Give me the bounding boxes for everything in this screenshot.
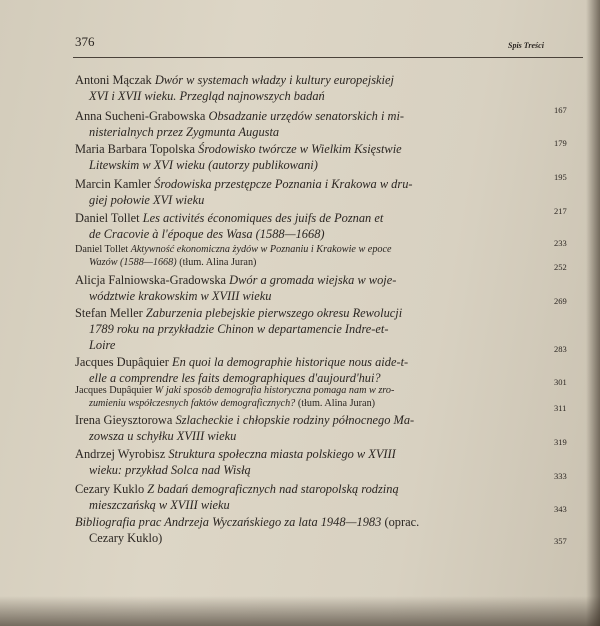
entry-title: Z badań demograficznych nad staropolską rodziną xyxy=(147,482,399,496)
entry-title-cont: 1789 roku na przykładzie Chinon w departamencie Indre-et- xyxy=(89,322,389,336)
entry-page: 311 xyxy=(554,403,567,413)
entry-title-cont: mieszczańską w XVIII wieku xyxy=(89,498,230,512)
toc-entry xyxy=(75,305,550,353)
page-edge-shadow xyxy=(586,0,600,626)
entry-author: Maria Barbara Topolska xyxy=(75,142,196,156)
entry-title: Aktywność ekonomiczna żydów w Poznaniu i Krakowie w epoce xyxy=(130,244,392,255)
entry-author: Anna Sucheni-Grabowska xyxy=(75,109,206,123)
entry-title: W jaki sposób demografia historyczna pomaga nam w zro- xyxy=(154,385,395,396)
compiler-note: (oprac. xyxy=(384,515,420,529)
entry-title-cont: XVI i XVII wieku. Przegląd najnowszych badań xyxy=(89,89,325,103)
entry-title-cont: Wazów (1588—1668) xyxy=(89,256,177,268)
entry-page: 269 xyxy=(554,296,567,306)
entry-title: En quoi la demographie historique nous aide-t- xyxy=(172,355,409,369)
toc-entry xyxy=(75,244,550,269)
entry-page: 283 xyxy=(554,344,567,354)
toc-entry xyxy=(75,176,550,208)
entry-page: 195 xyxy=(554,172,567,182)
running-head: Spis Treści xyxy=(508,41,544,50)
toc-entry xyxy=(75,210,550,242)
page-number: 376 xyxy=(75,34,95,49)
entry-page: 343 xyxy=(554,504,567,514)
entry-title: Bibliografia prac Andrzeja Wyczańskiego za lata 1948—1983 xyxy=(75,515,382,529)
entry-title: Dwór a gromada wiejska w woje- xyxy=(229,273,397,287)
entry-author: Irena Gieysztorowa xyxy=(75,413,173,427)
entry-title: Obsadzanie urzędów senatorskich i mi- xyxy=(208,109,405,123)
toc-entry xyxy=(75,412,550,444)
entry-page: 319 xyxy=(554,437,567,447)
entry-author: Cezary Kuklo xyxy=(75,482,145,496)
entry-author: Andrzej Wyrobisz xyxy=(75,447,166,461)
entry-author: Daniel Tollet xyxy=(75,211,140,225)
translator-note: (tłum. Alina Juran) xyxy=(179,256,257,268)
toc-entry xyxy=(75,446,550,478)
entry-title-cont: zumieniu współczesnych faktów demograficznych? xyxy=(89,397,296,409)
entry-title-cont: elle a comprendre les faits demographiques d'aujourd'hui? xyxy=(89,371,381,385)
translator-note: (tłum. Alina Juran) xyxy=(297,397,376,409)
entry-title-cont: Loire xyxy=(89,338,116,352)
entry-title-cont: wództwie krakowskim w XVIII wieku xyxy=(89,289,272,303)
toc-entry xyxy=(75,72,550,104)
entry-page: 233 xyxy=(554,238,567,248)
entry-page: 301 xyxy=(554,377,567,387)
entry-author: Antoni Mączak xyxy=(75,73,152,87)
entry-page: 167 xyxy=(554,105,567,115)
entry-author: Stefan Meller xyxy=(75,306,143,320)
entry-title-cont: wieku: przykład Solca nad Wisłą xyxy=(89,463,251,477)
entry-page: 252 xyxy=(554,262,567,272)
entry-title: Zaburzenia plebejskie pierwszego okresu Rewolucji xyxy=(145,306,403,320)
entry-title: Środowisko twórcze w Wielkim Księstwie xyxy=(198,142,402,156)
entry-title-cont: Cezary Kuklo) xyxy=(89,531,163,545)
entry-author: Alicja Falniowska-Gradowska xyxy=(75,273,227,287)
entry-author: Marcin Kamler xyxy=(75,177,152,191)
entry-page: 357 xyxy=(554,536,567,546)
entry-author: Jacques Dupâquier xyxy=(75,355,169,369)
entry-title-cont: nisterialnych przez Zygmunta Augusta xyxy=(89,125,280,139)
header-rule xyxy=(73,57,583,58)
entry-author: Jacques Dupâquier xyxy=(75,385,153,396)
entry-title: Szlacheckie i chłopskie rodziny północnego Ma- xyxy=(175,413,415,427)
entry-author: Daniel Tollet xyxy=(75,244,129,255)
entry-title-cont: giej połowie XVI wieku xyxy=(89,193,205,207)
entry-title-cont: de Cracovie à l'époque des Wasa (1588—1668) xyxy=(89,227,325,241)
toc-entry xyxy=(75,514,550,546)
page-bottom-shadow xyxy=(0,596,600,626)
entry-title: Dwór w systemach władzy i kultury europejskiej xyxy=(154,73,394,87)
entry-page: 179 xyxy=(554,138,567,148)
entry-title-cont: zowsza u schyłku XVIII wieku xyxy=(89,429,237,443)
entry-page: 217 xyxy=(554,206,567,216)
entry-title: Les activités économiques des juifs de Poznan et xyxy=(142,211,384,225)
toc-entry xyxy=(75,354,550,386)
entry-title: Struktura społeczna miasta polskiego w XVIII xyxy=(168,447,396,461)
toc-entry xyxy=(75,272,550,304)
toc-entry xyxy=(75,141,550,173)
entry-page: 333 xyxy=(554,471,567,481)
toc-entry xyxy=(75,108,550,140)
toc-entry xyxy=(75,481,550,513)
entry-title: Środowiska przestępcze Poznania i Krakowa w dru- xyxy=(154,177,413,191)
toc-entry xyxy=(75,385,550,410)
entry-title-cont: Litewskim w XVI wieku (autorzy publikowani) xyxy=(89,158,318,172)
